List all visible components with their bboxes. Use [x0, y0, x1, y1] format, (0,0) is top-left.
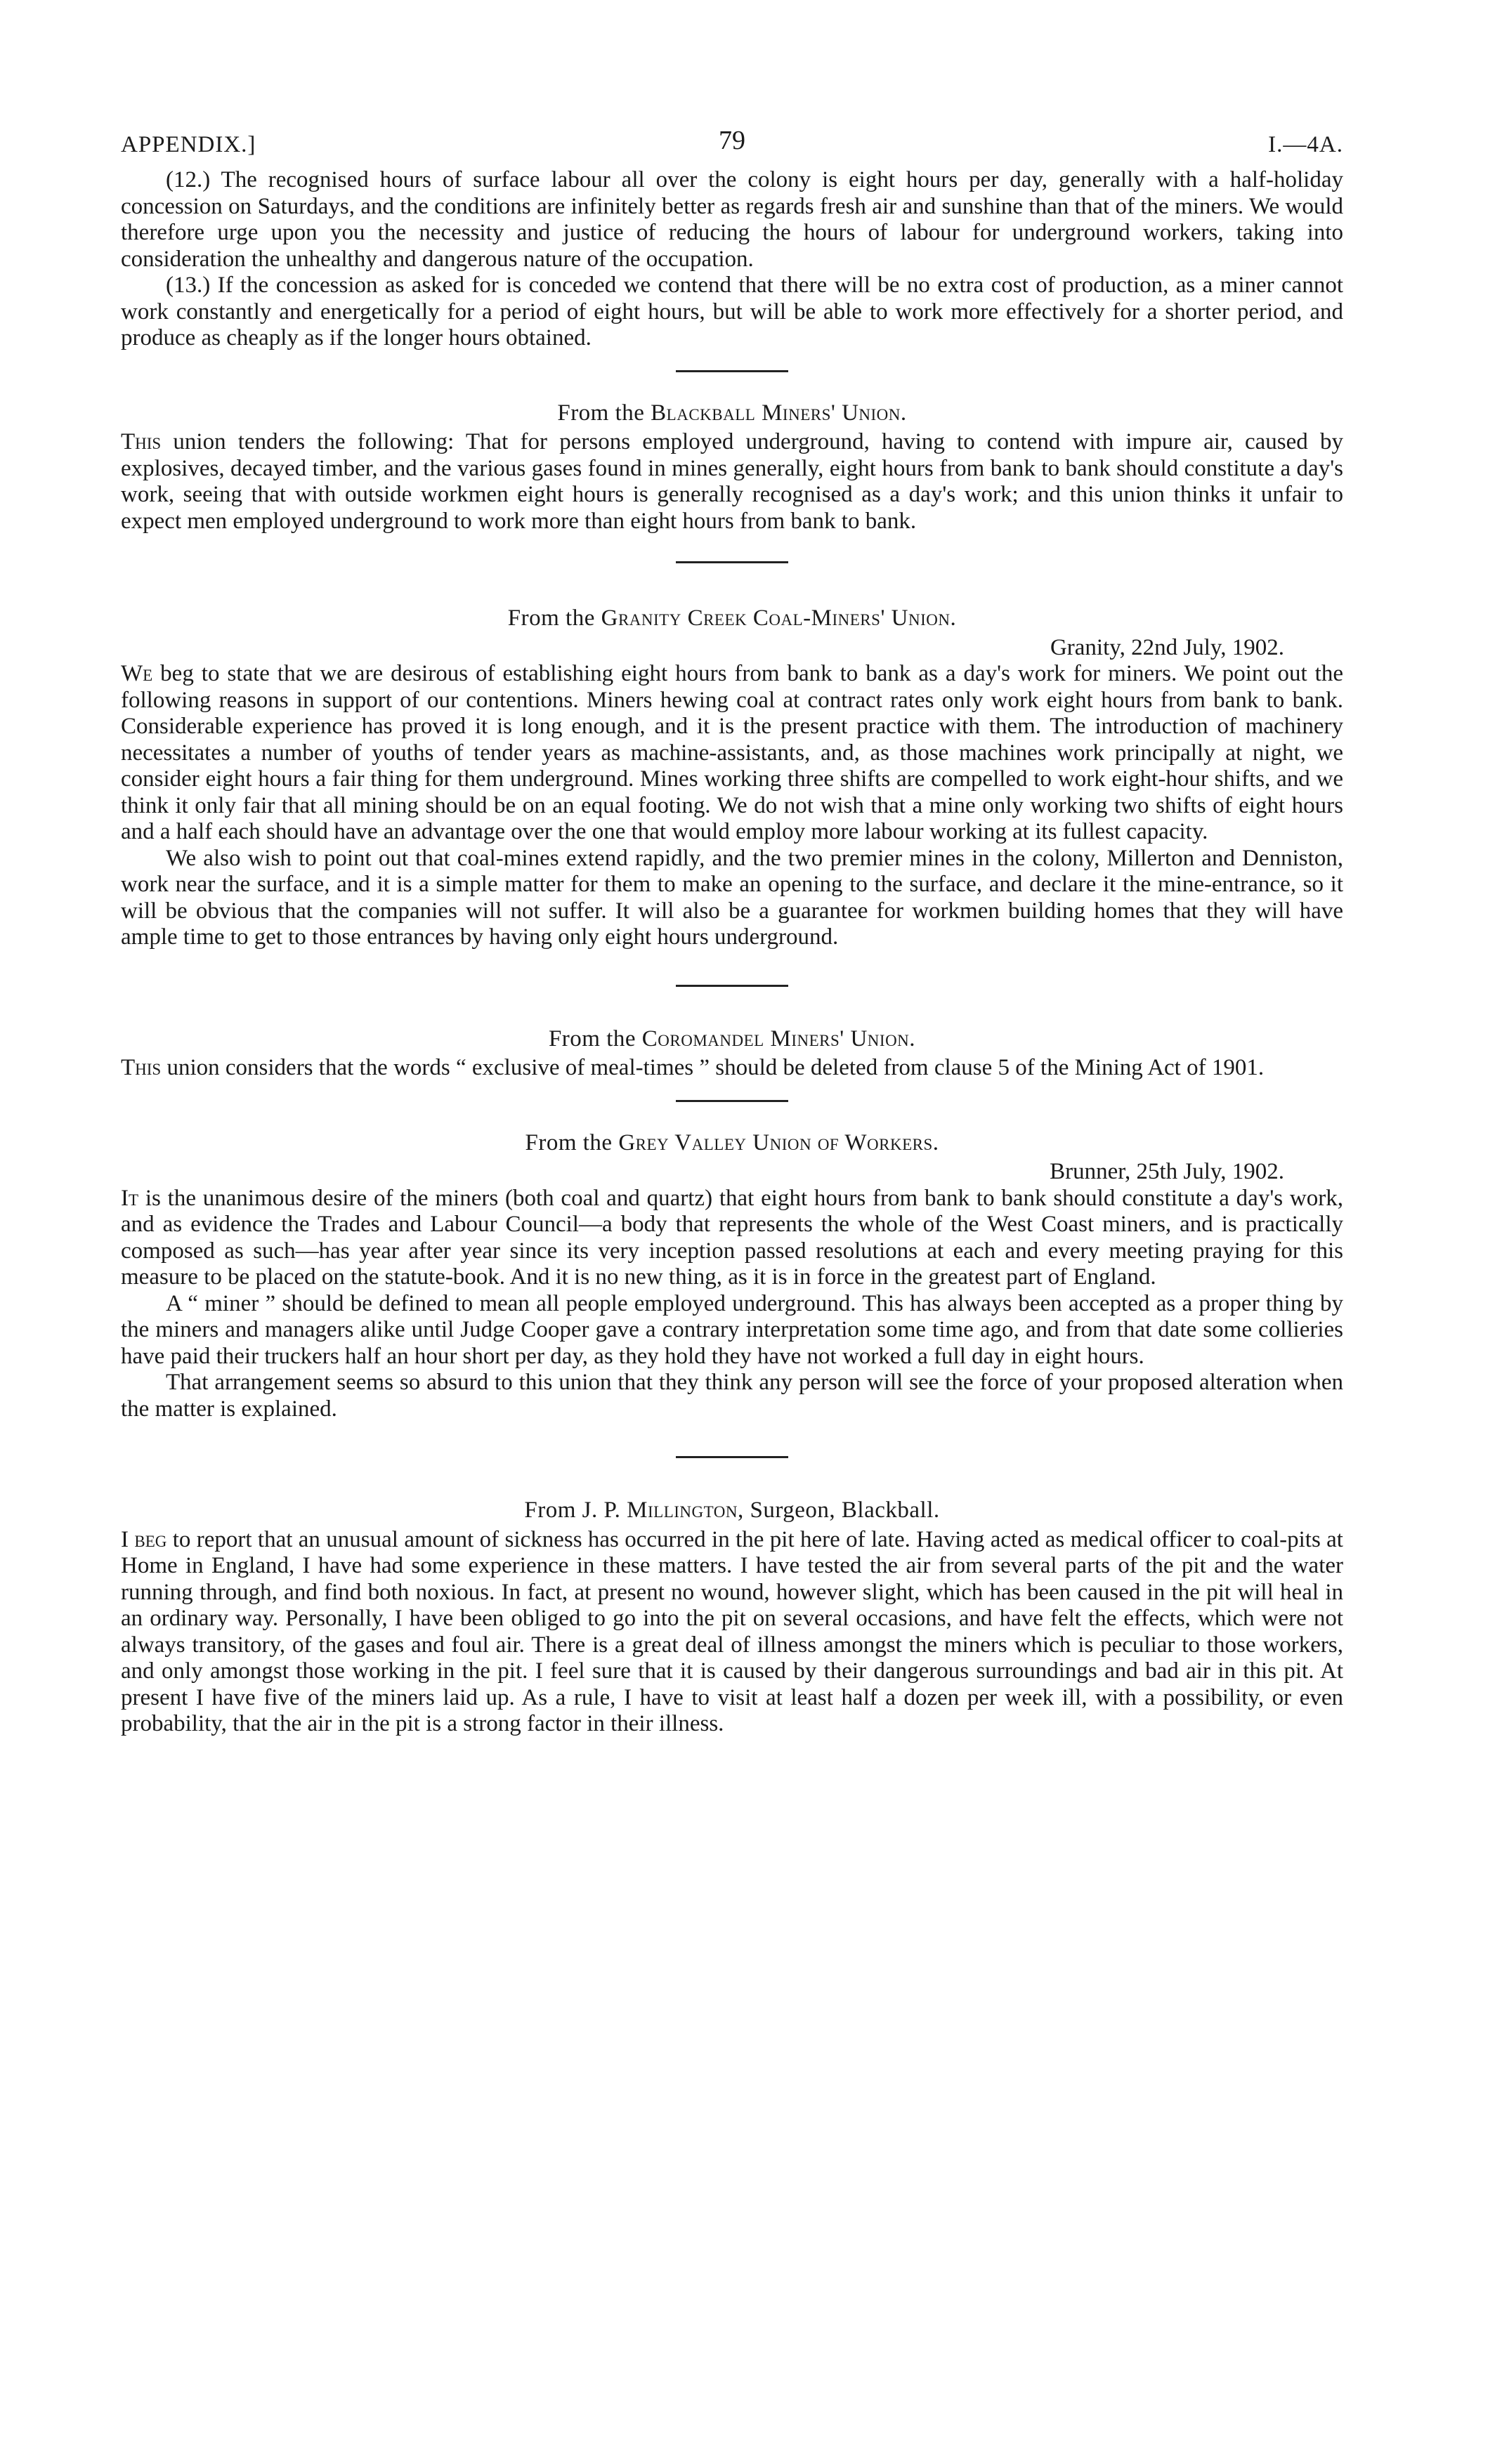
- section-heading: From the Grey Valley Union of Workers.: [525, 1129, 939, 1155]
- dateline: Brunner, 25th July, 1902.: [1050, 1159, 1284, 1184]
- grey-valley-section: [121, 1130, 1343, 1423]
- section-divider: [676, 561, 788, 563]
- granity-paragraph-2: We also wish to point out that coal-mines extend rapidly, and the two premier mines in the colony, Millerton and Denniston, work near the surface, and it is a simple matter for them to make an opening to the surface, and declare it the mine-entrance, so it will be obvious that the companies will not suffer. It will also be a guarantee for workmen building homes that they will have ample time to get to those entrances by having only eight hours underground.: [121, 845, 1343, 950]
- section-divider: [676, 1456, 788, 1458]
- page-number: 79: [719, 126, 745, 155]
- section-heading: From the Granity Creek Coal-Miners' Union.: [507, 605, 957, 631]
- header-reference: I.—4A.: [1268, 132, 1343, 157]
- granity-paragraph-1: We beg to state that we are desirous of establishing eight hours from bank to bank as a day's work for miners. We point out the following reasons in support of our contentions. Miners hewing coal at contract rates only work eight hours from bank to bank. Considerable experience has proved it is long enough, and it is the present practice with them. The introduction of machinery necessitates a number of youths of tender years as machine-assistants, and, as those machines work principally at night, we consider eight hours a fair thing for them underground. Mines working three shifts are compelled to work eight-hour shifts, and we think it only fair that all mining should be on an equal footing. We do not wish that a mine only working two shifts of eight hours and a half each should have an advantage over the one that would employ more labour working at its fullest capacity.: [121, 661, 1343, 844]
- millington-section: [121, 1498, 1343, 1738]
- section-heading: From J. P. Millington, Surgeon, Blackball.: [524, 1498, 940, 1523]
- coromandel-body: This union considers that the words “ exclusive of meal-times ” should be deleted from clause 5 of the Mining Act of 1901.: [121, 1055, 1265, 1080]
- paragraph-13: (13.) If the concession as asked for is conceded we contend that there will be no extra cost of production, as a miner cannot work constantly and energetically for a period of eight hours, but will be able to work more effectively for a shorter period, and produce as cheaply as if the longer hours obtained.: [121, 273, 1343, 350]
- document-page: [121, 118, 1343, 1738]
- section-heading: From the Blackball Miners' Union.: [557, 400, 907, 426]
- grey-valley-paragraph-2: A “ miner ” should be defined to mean all people employed underground. This has always been accepted as a proper thing by the miners and managers alike until Judge Cooper gave a contrary interpretation some time ago, and from that date some collieries have paid their truckers half an hour short per day, as they hold they have not worked a full day in eight hours.: [121, 1290, 1343, 1369]
- coromandel-section: [121, 1026, 1343, 1082]
- intro-section: [121, 167, 1343, 352]
- grey-valley-paragraph-3: That arrangement seems so absurd to this union that they think any person will see the force of your proposed alteration when the matter is explained.: [121, 1370, 1343, 1422]
- section-divider: [676, 985, 788, 987]
- blackball-section: [121, 400, 1343, 535]
- paragraph-12: (12.) The recognised hours of surface labour all over the colony is eight hours per day, generally with a half-holiday concession on Saturdays, and the conditions are infinitely better as regards fresh air and sunshine than that of the miners. We would therefore urge upon you the necessity and justice of reducing the hours of labour for underground workers, taking into consideration the unhealthy and dangerous nature of the occupation.: [121, 167, 1343, 272]
- blackball-body: This union tenders the following: That for persons employed underground, having to contend with impure air, caused by explosives, decayed timber, and the various gases found in mines generally, eight hours from bank to bank should constitute a day's work, seeing that with outside workmen eight hours is generally recognised as a day's work; and this union thinks it unfair to expect men employed underground to work more than eight hours from bank to bank.: [121, 429, 1343, 534]
- millington-body: I beg to report that an unusual amount of sickness has occurred in the pit here of late. Having acted as medical officer to coal-pits at Home in England, I have had some experience in these matters. I have tested the air from several parts of the pit and the water running through, and find both noxious. In fact, at present no wound, however slight, which has been caused in the pit will heal in an ordinary way. Personally, I have been obliged to go into the pit on several occasions, and have felt the effects, which were not always transitory, of the gases and foul air. There is a great deal of illness amongst the miners which is peculiar to those workers, and only amongst those working in the pit. I feel sure that it is caused by their dangerous surroundings and bad air in this pit. At present I have five of the miners laid up. As a rule, I have to visit at least half a dozen per week ill, with a possibility, or even probability, that the air in the pit is a strong factor in their illness.: [121, 1526, 1343, 1736]
- running-header: [121, 118, 1343, 160]
- grey-valley-paragraph-1: It is the unanimous desire of the miners (both coal and quartz) that eight hours from bank to bank should constitute a day's work, and as evidence the Trades and Labour Council—a body that represents the whole of the West Coast miners, and is practically composed as such—has year after year since its very inception passed resolutions at each and every meeting praying for this measure to be placed on the statute-book. And it is no new thing, as it is in force in the greatest part of England.: [121, 1185, 1343, 1290]
- granity-section: [121, 605, 1343, 951]
- dateline: Granity, 22nd July, 1902.: [1050, 634, 1284, 660]
- section-heading: From the Coromandel Miners' Union.: [548, 1025, 916, 1051]
- section-divider: [676, 1100, 788, 1102]
- header-appendix: APPENDIX.]: [121, 132, 256, 157]
- section-divider: [676, 370, 788, 372]
